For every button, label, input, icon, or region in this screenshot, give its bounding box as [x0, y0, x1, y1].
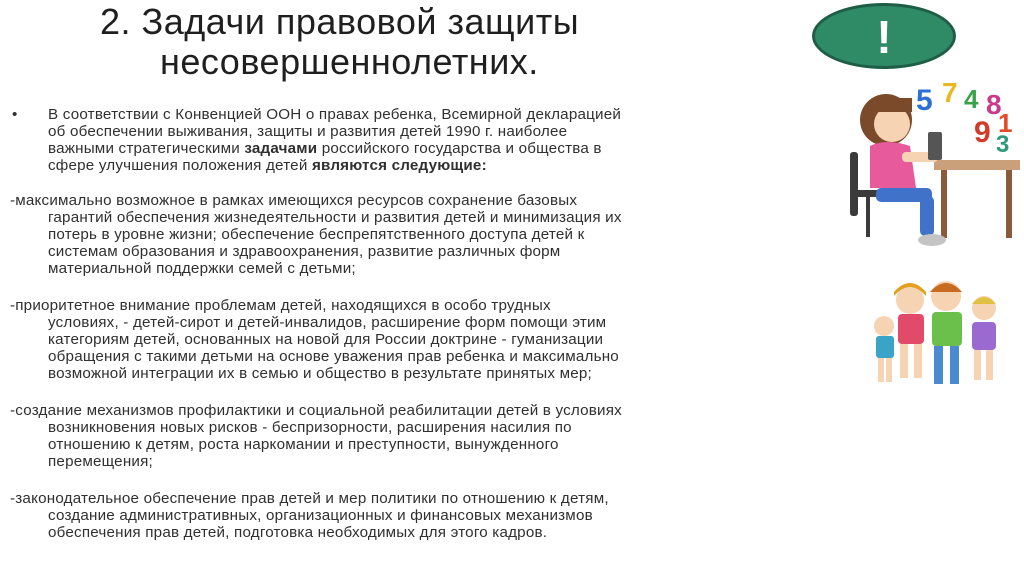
task-line: обращения с такими детьми на основе уважения прав ребенка и максимально [48, 348, 619, 365]
title-line-1: 2. Задачи правовой защиты [100, 1, 580, 42]
intro-line [48, 157, 890, 174]
task-line: отношению к детям, роста наркомании и преступности, вынужденного [48, 436, 559, 453]
intro-line: В соответствии с Конвенцией ООН о правах ребенка, Всемирной декларацией [48, 106, 622, 123]
title-line-2: несовершеннолетних. [160, 41, 539, 82]
exclamation-mark: ! [876, 11, 892, 63]
exclamation-sign-icon [812, 3, 956, 69]
intro-line [48, 140, 890, 157]
task-line: гарантий обеспечения жизнедеятельности и развития детей и минимизация их [48, 209, 622, 226]
intro-emphasis: являются следующие: [311, 157, 487, 174]
slide-content [10, 106, 890, 561]
art-number-4: 8 [986, 89, 1002, 120]
art-number-3: 4 [964, 84, 979, 114]
slide-title [100, 2, 820, 82]
intro-text: сфере улучшения положения детей [48, 157, 312, 174]
intro-text: важными стратегическими [48, 140, 245, 157]
task-line: создание административных, организационных и финансовых механизмов [48, 507, 593, 524]
task-line: возможной интеграции их в семью и общество в результате принятых мер; [48, 365, 592, 382]
running-children-illustration [870, 278, 1020, 394]
art-number-7: 3 [996, 131, 1010, 158]
task-line: -приоритетное внимание проблемам детей, находящихся в особо трудных [10, 297, 551, 314]
task-line: потерь в уровне жизни; обеспечение беспрепятственного доступа детей к [48, 226, 585, 243]
task-item [10, 402, 890, 470]
task-item [10, 490, 890, 541]
task-line: -максимально возможное в рамках имеющихся ресурсов сохранение базовых [10, 192, 578, 209]
intro-paragraph [10, 106, 890, 174]
art-number-6: 9 [974, 116, 991, 149]
art-number-2: 7 [942, 80, 958, 108]
task-line: обеспечения прав детей, подготовка необходимых для этого кадров. [48, 524, 548, 541]
intro-emphasis: задачами [244, 140, 318, 157]
intro-line: об обеспечении выживания, защиты и развития детей 1990 г. наиболее [48, 123, 568, 140]
task-line: условиях, - детей-сирот и детей-инвалидов, расширение форм помощи этим [48, 314, 607, 331]
art-number-1: 5 [916, 84, 933, 117]
intro-text: российского государства и общества в [317, 140, 602, 157]
bullet-marker: • [12, 106, 18, 123]
task-line: -создание механизмов профилактики и социальной реабилитации детей в условиях [10, 402, 622, 419]
task-line: материальной поддержки семей с детьми; [48, 260, 356, 277]
task-line: категориям детей, основанных на новой для России доктрине - гуманизации [48, 331, 604, 348]
task-line: перемещения; [48, 453, 153, 470]
task-line: возникновения новых рисков - беспризорности, расширения насилия по [48, 419, 572, 436]
task-item [10, 192, 890, 277]
art-number-5: 1 [998, 108, 1013, 138]
task-item [10, 297, 890, 382]
task-line: -законодательное обеспечение прав детей и мер политики по отношению к детям, [10, 490, 609, 507]
task-line: системам образования и здравоохранения, развитие различных форм [48, 243, 561, 260]
